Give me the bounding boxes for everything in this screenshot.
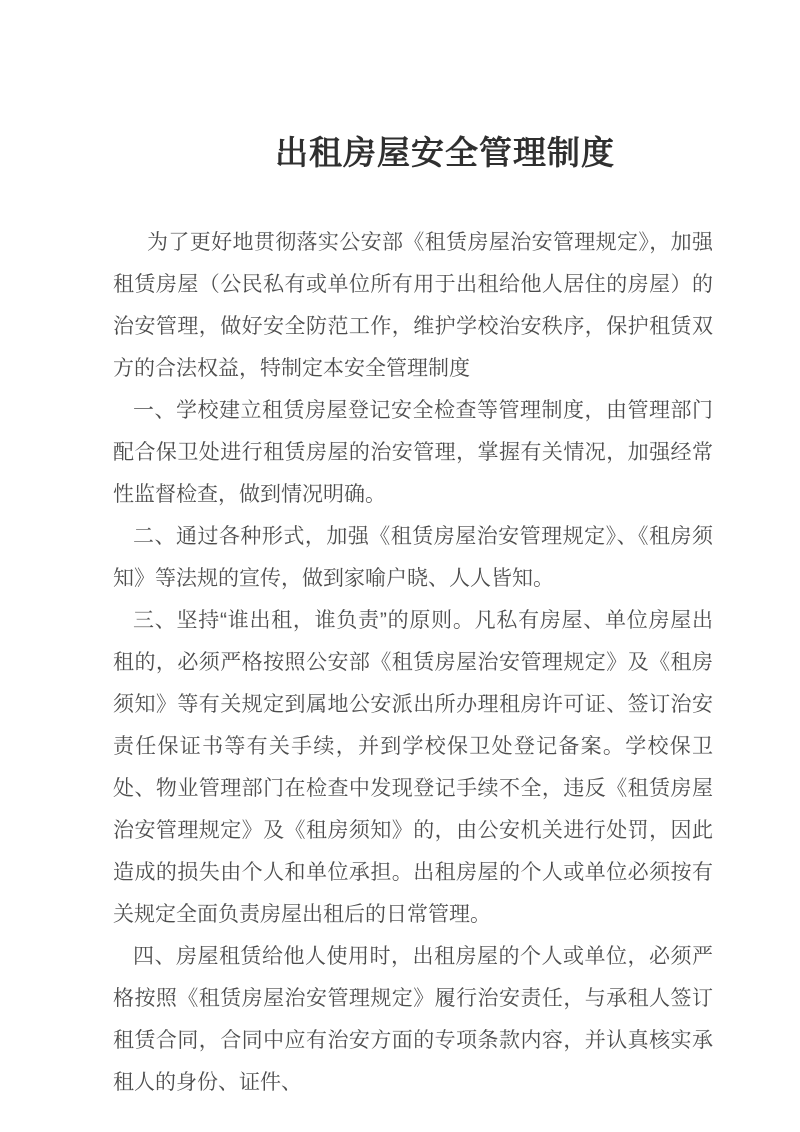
paragraph-item-3: 三、坚持“谁出租，谁负责”的原则。凡私有房屋、单位房屋出租的，必须严格按照公安部《租赁房屋治安管理规定》及《租房须知》等有关规定到属地公安派出所办理租房许可证、签订治安责任保证书等有关手续，并到学校保卫处登记备案。学校保卫处、物业管理部门在检查中发现登记手续不全，违反《租赁房屋治安管理规定》及《租房须知》的，由公安机关进行处罚，因此造成的损失由个人和单位承担。出租房屋的个人或单位必须按有关规定全面负责房屋出租后的日常管理。 xyxy=(113,609,713,926)
paragraph-item-1: 一、学校建立租赁房屋登记安全检查等管理制度，由管理部门配合保卫处进行租赁房屋的治安管理，掌握有关情况，加强经常性监督检查，做到情况明确。 xyxy=(113,399,713,506)
document-title: 出租房屋安全管理制度 xyxy=(275,136,615,172)
paragraph-intro: 为了更好地贯彻落实公安部《租赁房屋治安管理规定》，加强租赁房屋（公民私有或单位所有用于出租给他人居住的房屋）的治安管理，做好安全防范工作，维护学校治安秩序，保护租赁双方的合法权益，特制定本安全管理制度 xyxy=(113,231,713,380)
paragraph-item-2: 二、通过各种形式，加强《租赁房屋治安管理规定》、《租房须知》等法规的宣传，做到家喻户晓、人人皆知。 xyxy=(113,525,713,590)
document-body xyxy=(113,222,713,1104)
paragraph-item-4: 四、房屋租赁给他人使用时，出租房屋的个人或单位，必须严格按照《租赁房屋治安管理规定》履行治安责任，与承租人签订租赁合同，合同中应有治安方面的专项条款内容，并认真核实承租人的身份、证件、 xyxy=(113,945,713,1094)
